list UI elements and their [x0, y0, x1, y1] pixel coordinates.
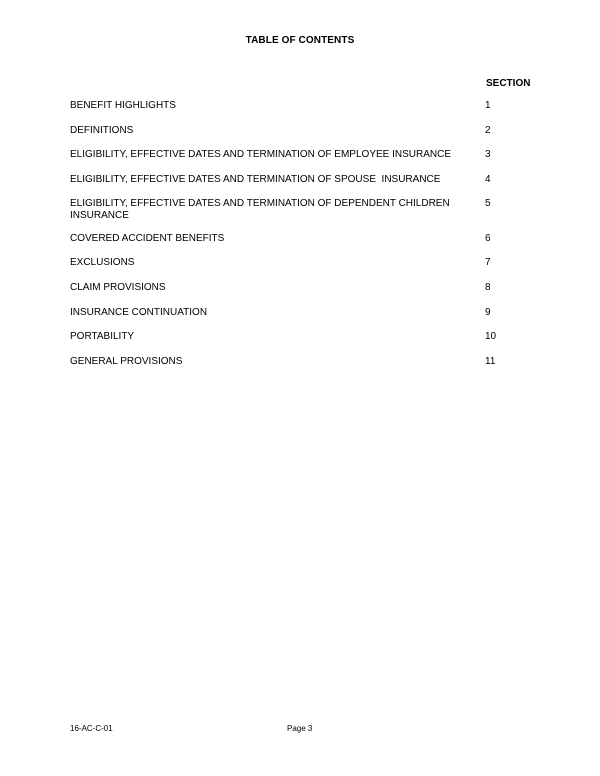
toc-entry-label: BENEFIT HIGHLIGHTS	[70, 100, 176, 111]
page-title: TABLE OF CONTENTS	[245, 35, 355, 46]
toc-entry-section-number: 7	[485, 257, 491, 268]
toc-entry-section-number: 9	[485, 307, 491, 318]
toc-entry-section-number: 1	[485, 100, 491, 111]
toc-entry-label: ELIGIBILITY, EFFECTIVE DATES AND TERMINATION OF SPOUSE INSURANCE	[70, 174, 441, 185]
toc-entry-label: DEFINITIONS	[70, 125, 134, 136]
toc-entry-section-number: 8	[485, 282, 491, 293]
toc-entry-label: CLAIM PROVISIONS	[70, 282, 166, 293]
toc-entry-label: COVERED ACCIDENT BENEFITS	[70, 233, 225, 244]
toc-entry-section-number: 5	[485, 198, 491, 209]
toc-entry-label: EXCLUSIONS	[70, 257, 135, 268]
toc-entry-section-number: 10	[485, 331, 497, 342]
toc-entry-label: INSURANCE CONTINUATION	[70, 307, 208, 318]
toc-entry-section-number: 3	[485, 149, 491, 160]
page-number: Page 3	[287, 724, 313, 733]
toc-entry-label: ELIGIBILITY, EFFECTIVE DATES AND TERMINATION OF EMPLOYEE INSURANCE	[70, 149, 452, 160]
toc-entry-label: ELIGIBILITY, EFFECTIVE DATES AND TERMINATION OF DEPENDENT CHILDREN INSURANCE	[70, 198, 453, 221]
toc-entry-section-number: 6	[485, 233, 491, 244]
section-column-header: SECTION	[486, 78, 531, 89]
form-code: 16-AC-C-01	[70, 724, 113, 733]
toc-entry-section-number: 4	[485, 174, 491, 185]
toc-entry-label: GENERAL PROVISIONS	[70, 356, 183, 367]
toc-entry-section-number: 11	[485, 356, 496, 367]
toc-entry-section-number: 2	[485, 125, 491, 136]
toc-entry-label: PORTABILITY	[70, 331, 135, 342]
